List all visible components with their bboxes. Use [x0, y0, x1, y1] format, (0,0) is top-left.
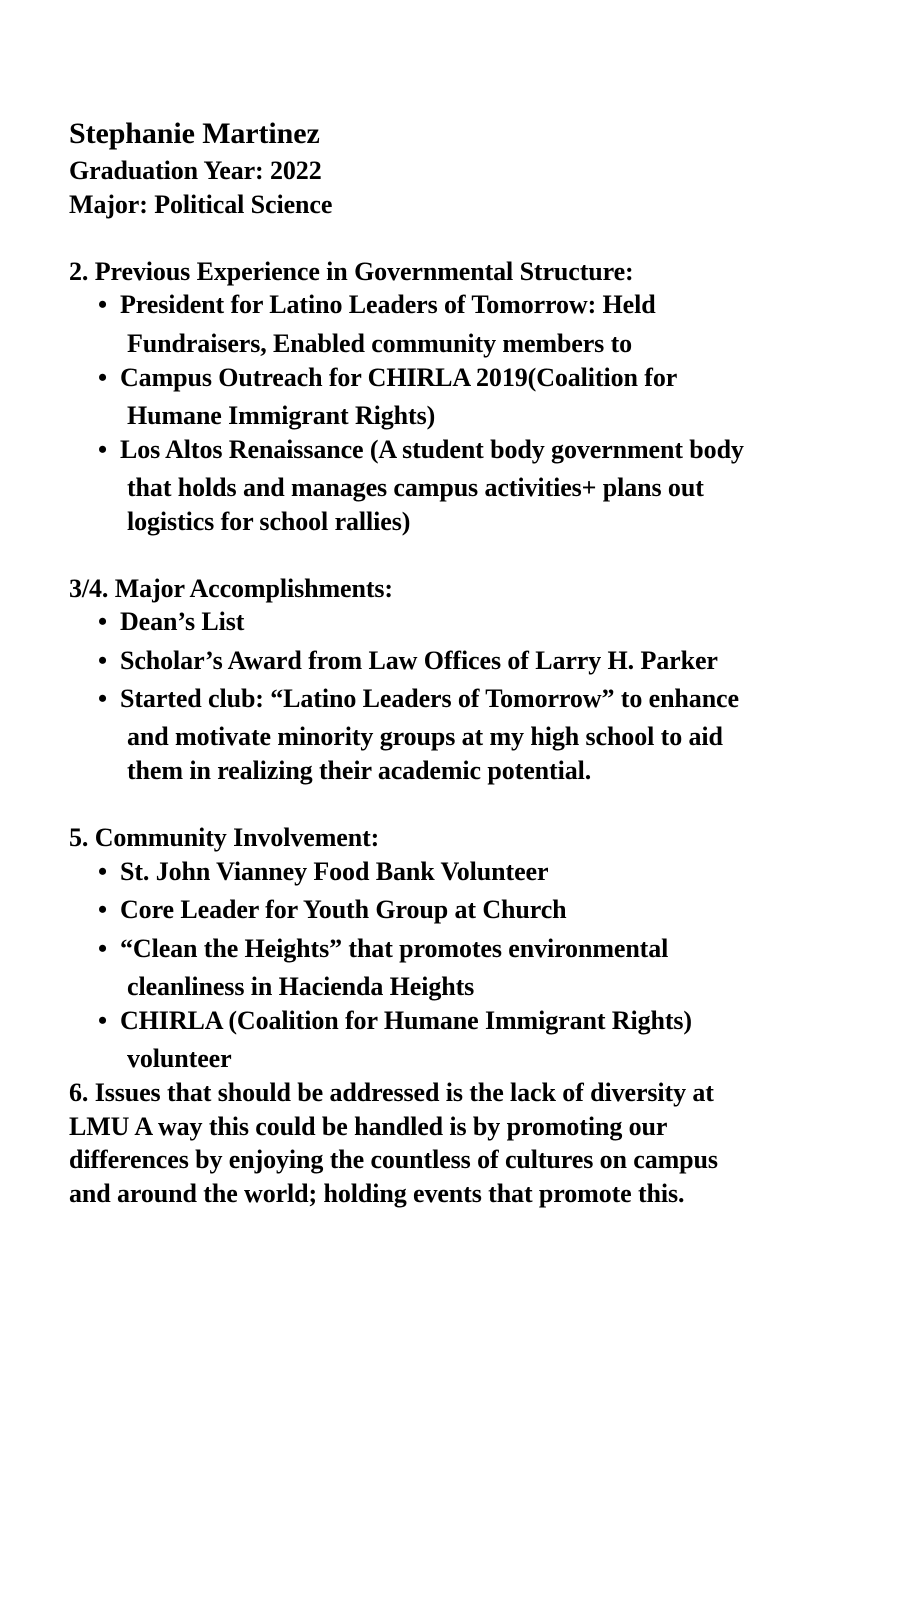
list-item-continuation: and motivate minority groups at my high school to aid [127, 722, 723, 751]
list-item: • Los Altos Renaissance (A student body government body [98, 435, 744, 464]
bullet-icon: • [98, 363, 108, 392]
list-item: • Scholar’s Award from Law Offices of Larry H. Parker [98, 646, 718, 675]
list-item: • Dean’s List [98, 607, 245, 636]
bullet-icon: • [98, 435, 108, 464]
section-heading-experience: 2. Previous Experience in Governmental Structure: [69, 257, 634, 286]
student-name: Stephanie Martinez [69, 117, 320, 150]
list-item: • CHIRLA (Coalition for Humane Immigrant Rights) [98, 1006, 692, 1035]
section-heading-accomplishments: 3/4. Major Accomplishments: [69, 574, 393, 603]
bullet-icon: • [98, 895, 108, 924]
issues-paragraph-line: LMU A way this could be handled is by promoting our [69, 1112, 668, 1141]
list-item-continuation: Fundraisers, Enabled community members to [127, 329, 633, 358]
bullet-icon: • [98, 1006, 108, 1035]
bullet-icon: • [98, 290, 108, 319]
bullet-icon: • [98, 684, 108, 713]
bullet-icon: • [98, 857, 108, 886]
issues-paragraph-line: differences by enjoying the countless of cultures on campus [69, 1145, 718, 1174]
list-item-continuation: cleanliness in Hacienda Heights [127, 972, 475, 1001]
bullet-icon: • [98, 934, 108, 963]
list-item-continuation: logistics for school rallies) [127, 507, 411, 536]
issues-paragraph-line: 6. Issues that should be addressed is the lack of diversity at [69, 1078, 714, 1107]
list-item-continuation: Humane Immigrant Rights) [127, 401, 436, 430]
list-item: • “Clean the Heights” that promotes environmental [98, 934, 669, 963]
list-item: • Core Leader for Youth Group at Church [98, 895, 567, 924]
list-item: • President for Latino Leaders of Tomorrow: Held [98, 290, 656, 319]
bullet-icon: • [98, 607, 108, 636]
list-item-continuation: volunteer [127, 1044, 232, 1073]
list-item-continuation: that holds and manages campus activities+ plans out [127, 473, 704, 502]
graduation-year: Graduation Year: 2022 [69, 156, 322, 185]
section-heading-community: 5. Community Involvement: [69, 823, 380, 852]
major: Major: Political Science [69, 190, 333, 219]
list-item: • St. John Vianney Food Bank Volunteer [98, 857, 549, 886]
list-item: • Started club: “Latino Leaders of Tomorrow” to enhance [98, 684, 739, 713]
list-item-continuation: them in realizing their academic potential. [127, 756, 592, 785]
bullet-icon: • [98, 646, 108, 675]
issues-paragraph-line: and around the world; holding events that promote this. [69, 1179, 685, 1208]
list-item: • Campus Outreach for CHIRLA 2019(Coalition for [98, 363, 678, 392]
